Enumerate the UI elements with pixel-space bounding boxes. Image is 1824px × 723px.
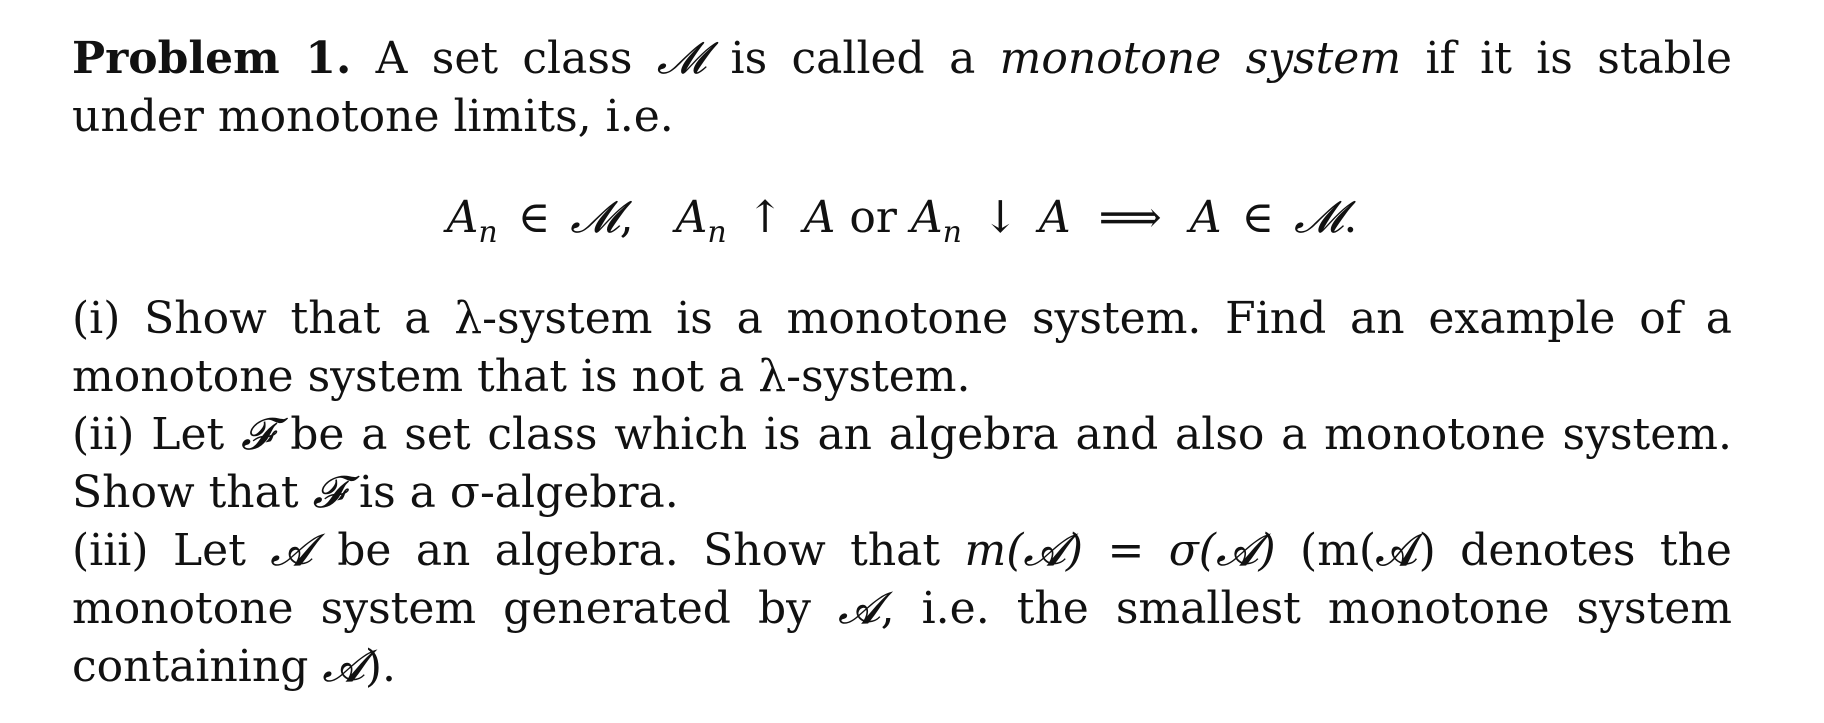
symbol-A: 𝓐 [270, 525, 313, 576]
part-ii-mid: be a set class which is an algebra and also a monotone system. Show that [72, 409, 1732, 518]
math-in: ∈ [1241, 192, 1275, 243]
math-M: 𝓜 [1294, 192, 1344, 243]
math-up-arrow: ↑ [746, 192, 784, 243]
math-period: . [1343, 192, 1358, 243]
math-sub-n: n [707, 215, 727, 250]
intro-text-3: if it is stable under monotone limits, i.e. [72, 33, 1733, 142]
math-sub-n: n [942, 215, 962, 250]
part-iii-suffix: ). [364, 641, 397, 692]
intro-text-1: A set class [375, 33, 633, 84]
part-ii-suffix: is a σ-algebra. [359, 467, 679, 518]
term-monotone-system: monotone system [999, 33, 1402, 84]
part-i: (i) Show that a λ-system is a monotone system. Find an example of a monotone system that is not a λ-system. [72, 293, 1732, 402]
symbol-F: 𝓕 [240, 409, 274, 460]
symbol-M: 𝓜 [656, 33, 707, 84]
part-ii [72, 406, 1732, 522]
part-iii-mid2: (m(𝓐) denotes the monotone system generated by [72, 525, 1732, 634]
math-A: A [910, 192, 943, 243]
part-iii-equation: m(𝓐) = σ(𝓐) [964, 525, 1276, 576]
problem-document [72, 30, 1732, 696]
math-or: or [849, 192, 897, 243]
math-A: A [803, 192, 836, 243]
math-M: 𝓜 [570, 192, 620, 243]
part-ii-prefix: (ii) Let [72, 409, 225, 460]
math-A: A [1038, 192, 1071, 243]
symbol-F: 𝓕 [312, 467, 346, 518]
symbol-A: 𝓐 [838, 583, 881, 634]
math-implies: ⟹ [1098, 192, 1162, 243]
math-in: ∈ [517, 192, 551, 243]
math-A: A [675, 192, 708, 243]
problem-heading: Problem 1. [72, 33, 352, 84]
math-down-arrow: ↓ [981, 192, 1019, 243]
math-comma: , [619, 192, 634, 243]
display-equation [72, 188, 1732, 248]
part-iii [72, 522, 1732, 696]
part-iii-prefix: (iii) Let [72, 525, 246, 576]
intro-text-2: is called a [730, 33, 976, 84]
problem-parts [72, 290, 1732, 696]
math-A: A [1189, 192, 1222, 243]
symbol-A: 𝓐 [322, 641, 365, 692]
problem-intro [72, 30, 1732, 146]
part-iii-mid3: , i.e. the smallest monotone system containing [72, 583, 1732, 692]
part-iii-mid1: be an algebra. Show that [337, 525, 941, 576]
math-sub-n: n [478, 215, 498, 250]
math-A: A [446, 192, 479, 243]
